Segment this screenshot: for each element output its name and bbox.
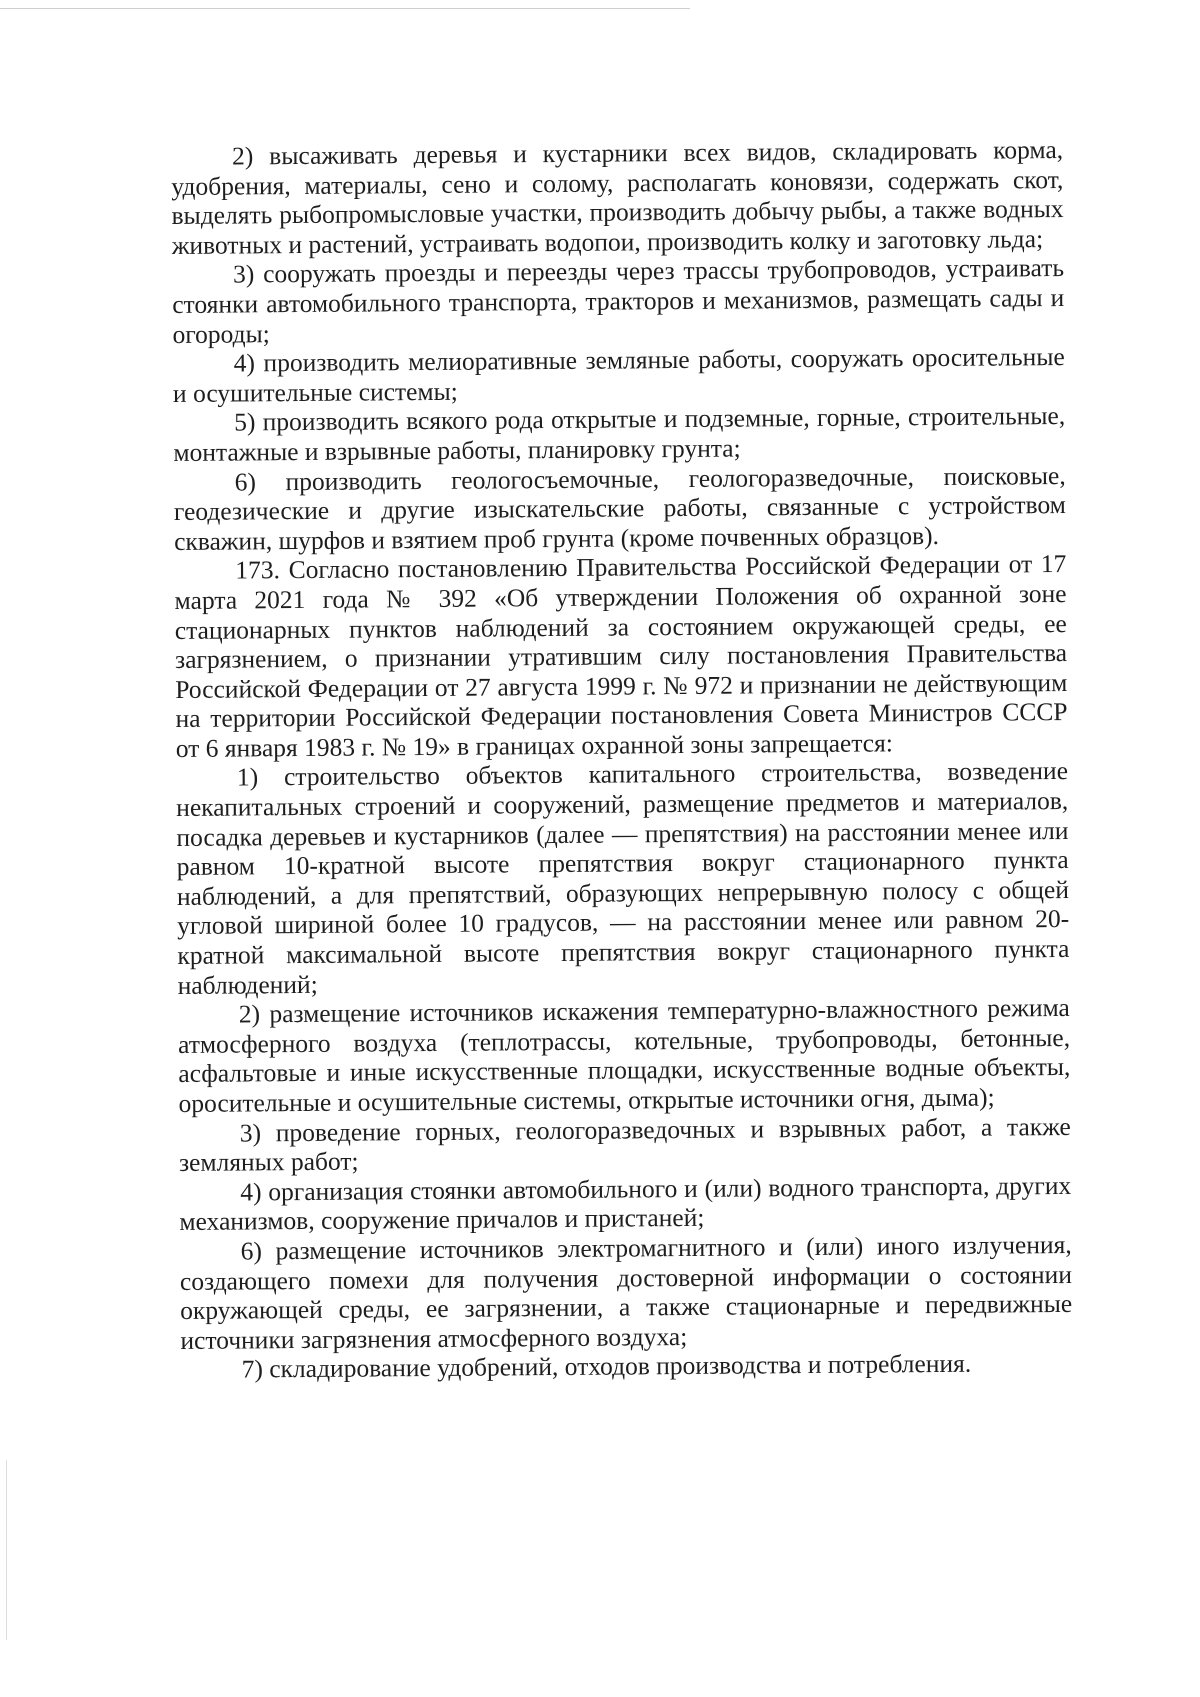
paragraph-prohibition-1: 1) строительство объектов капитального строительства, возведение некапитальных строений и сооружений, размещение предметов и материалов, посадка деревьев и кустарников (далее — препятствия) на расстоянии менее или равном 10-кратной высоте препятствия вокруг стационарного пункта наблюдений, а для препятствий, образующих непрерывную полосу с общей угловой шириной более 10 градусов, — на расстоянии менее или равном 20-кратной максимальной высоте препятствия вокруг стационарного пункта наблюдений;: [176, 756, 1070, 1000]
paragraph-prohibition-4: 4) организация стоянки автомобильного и (или) водного транспорта, других механизмов, сооружение причалов и пристаней;: [179, 1170, 1072, 1237]
paragraph-prohibition-2: 2) размещение источников искажения температурно-влажностного режима атмосферного воздуха (теплотрассы, котельные, трубопроводы, бетонные, асфальтовые и иные искусственные площадки, искусственные водные объекты, оросительные и осушительные системы, открытые источники огня, дыма);: [177, 993, 1071, 1118]
paragraph-item-3: 3) сооружать проезды и переезды через трассы трубопроводов, устраивать стоянки автомобильного транспорта, тракторов и механизмов, размещать сады и огороды;: [172, 253, 1065, 349]
paragraph-clause-173: 173. Согласно постановлению Правительства Российской Федерации от 17 марта 2021 года № 392 «Об утверждении Положения об охранной зоне стационарных пунктов наблюдений за состоянием окружающей среды, ее загрязнением, о признании утратившим силу постановления Правительства Российской Федерации от 27 августа 1999 г. № 972 и признании не действующим на территории Российской Федерации постановления Совета Министров СССР от 6 января 1983 г. № 19» в границах охранной зоны запрещается:: [174, 549, 1068, 763]
paragraph-prohibition-6: 6) размещение источников электромагнитного и (или) иного излучения, создающего помехи для получения достоверной информации о состоянии окружающей среды, ее загрязнении, а также стационарные и передвижные источники загрязнения атмосферного воздуха;: [179, 1229, 1073, 1355]
paragraph-item-4: 4) производить мелиоративные земляные работы, сооружать оросительные и осушительные системы;: [172, 342, 1065, 408]
paragraph-prohibition-3: 3) проведение горных, геологоразведочных и взрывных работ, а также земляных работ;: [178, 1111, 1071, 1178]
paragraph-item-6: 6) производить геологосъемочные, геологоразведочные, поисковые, геодезические и другие изыскательские работы, связанные с устройством скважин, шурфов и взятием проб грунта (кроме почвенных образцов).: [173, 460, 1066, 556]
paragraph-item-5: 5) производить всякого рода открытые и подземные, горные, строительные, монтажные и взрывные работы, планировку грунта;: [173, 401, 1066, 467]
paragraph-item-2: 2) высаживать деревья и кустарники всех видов, складировать корма, удобрения, материалы, сено и солому, располагать коновязи, содержать скот, выделять рыбопромысловые участки, производить добычу рыбы, а также водных животных и растений, устраивать водопои, производить колку и заготовку льда;: [171, 134, 1064, 260]
scan-top-edge: [0, 8, 690, 9]
scan-left-edge: [6, 1460, 7, 1640]
paragraph-prohibition-7: 7) складирование удобрений, отходов производства и потребления.: [241, 1349, 972, 1384]
document-body: [171, 135, 1073, 1385]
